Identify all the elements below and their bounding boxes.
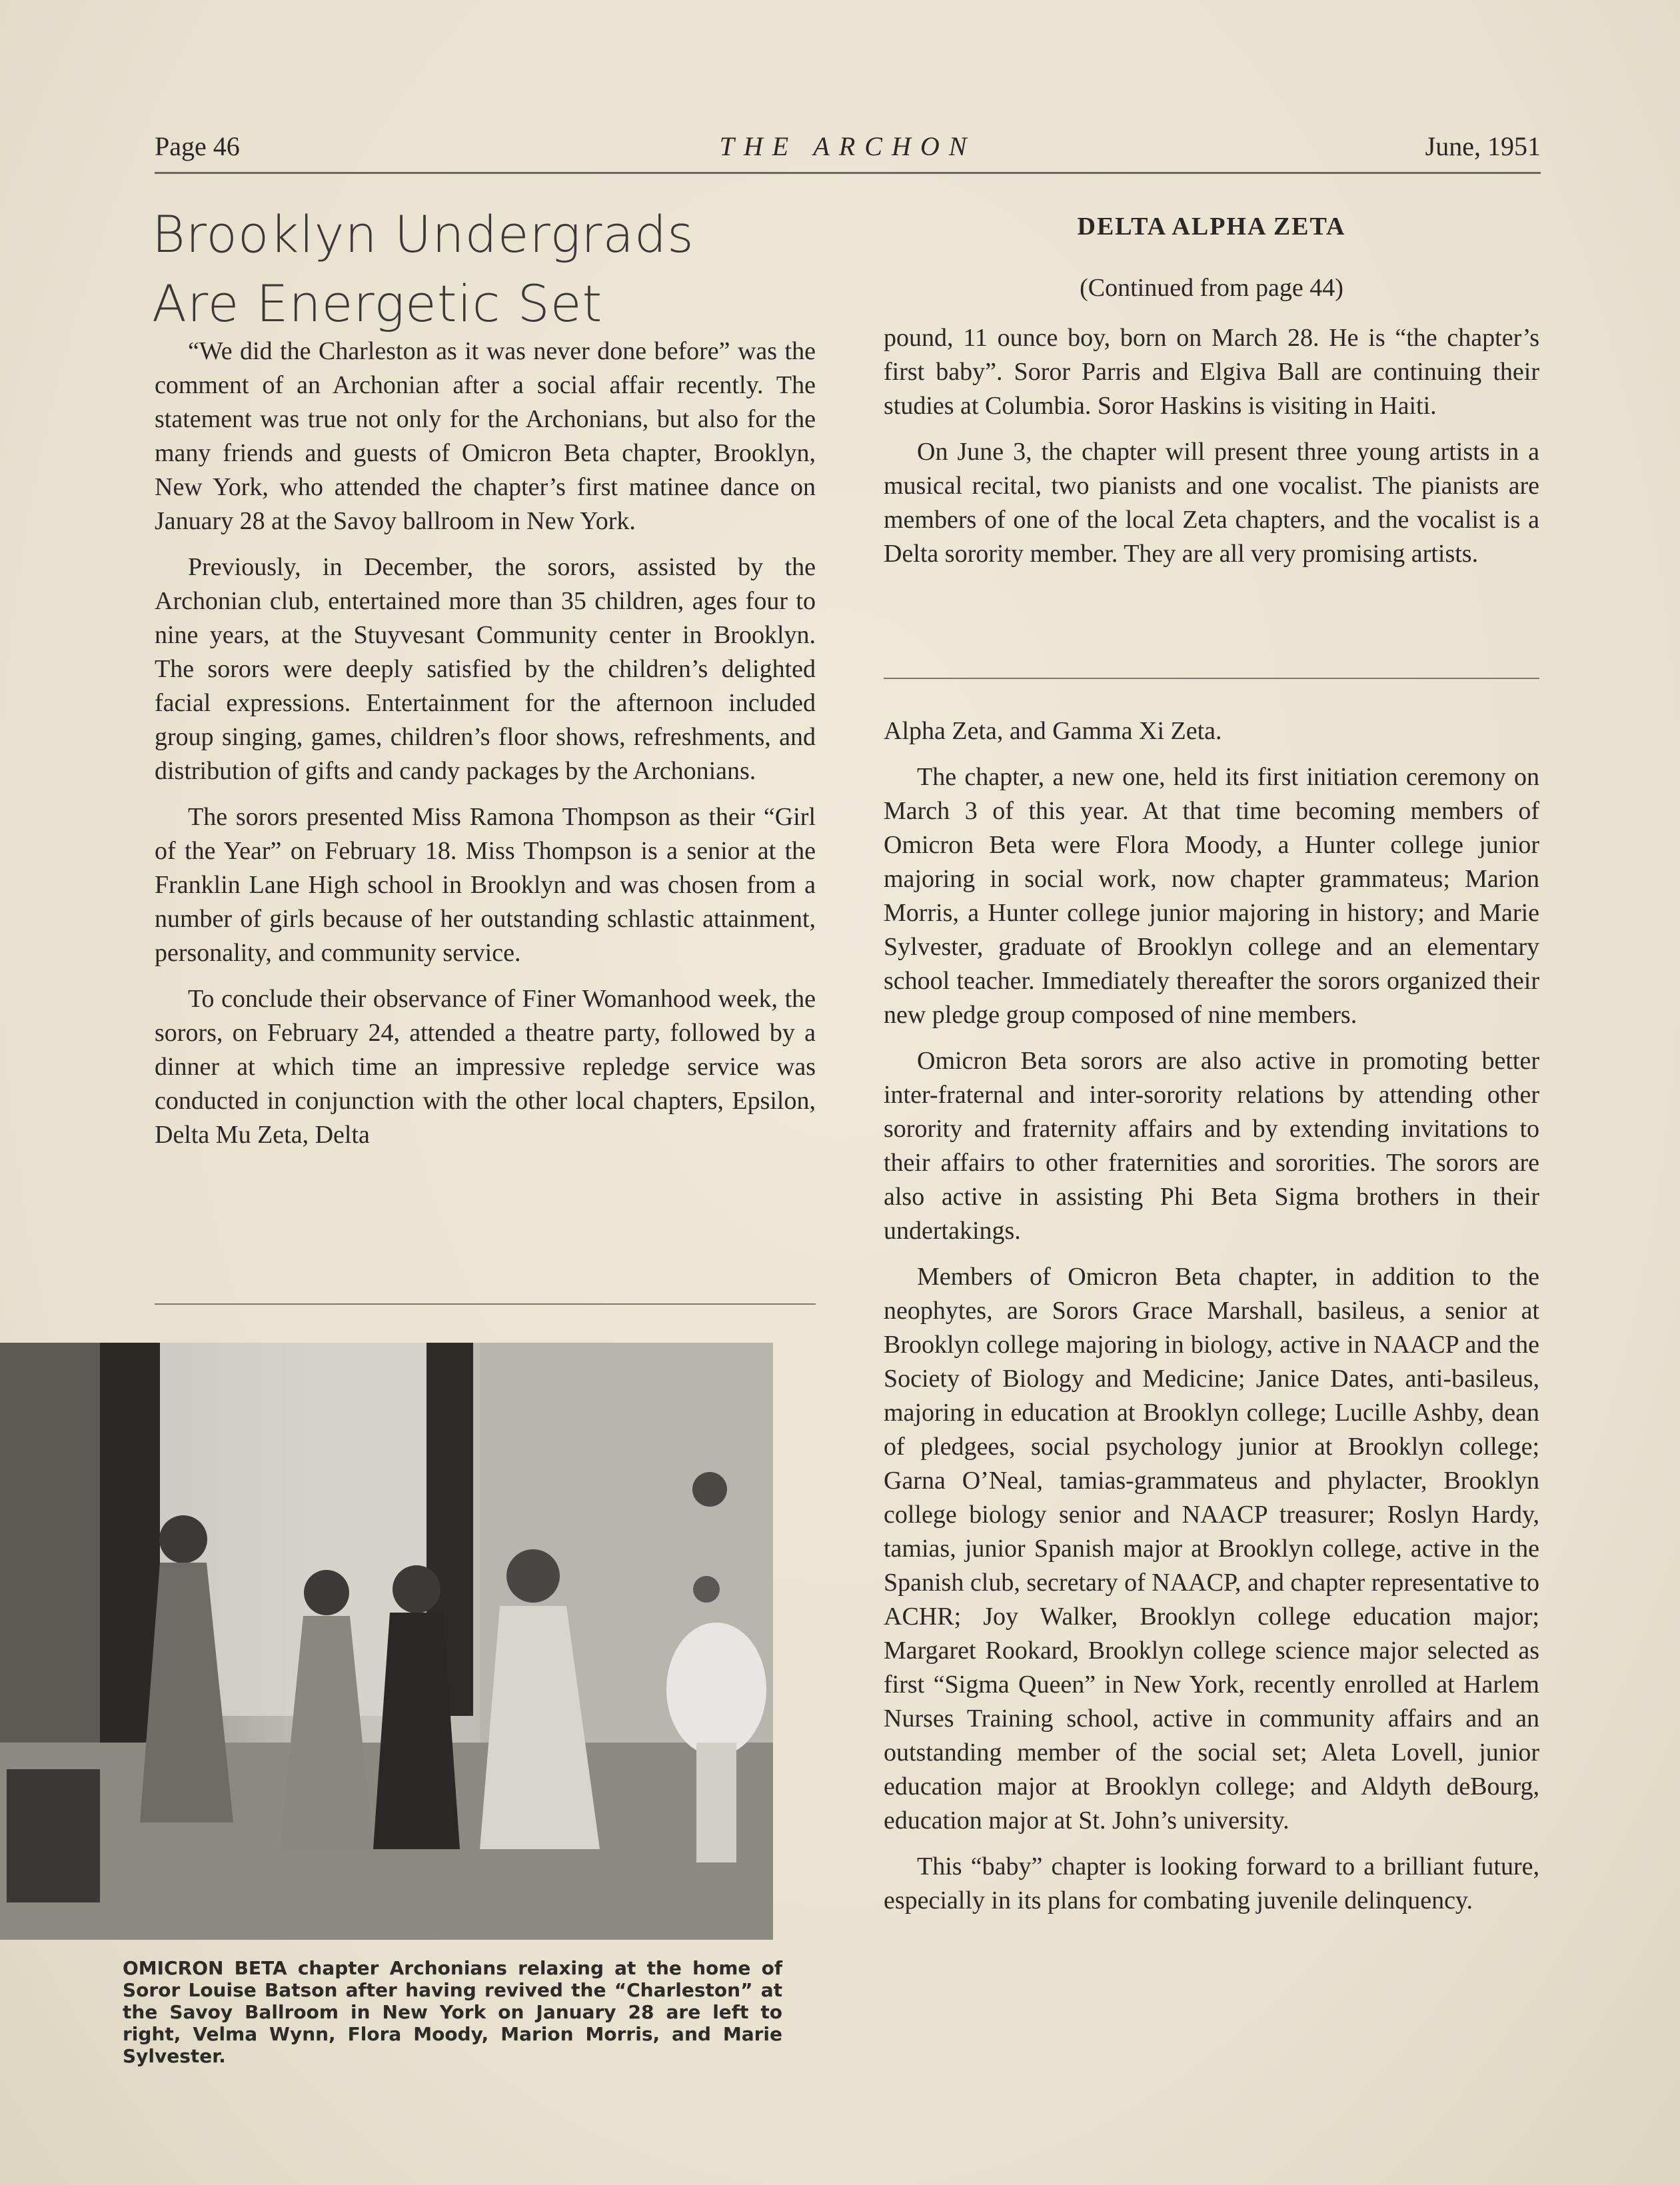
- photo-illustration: [0, 1343, 773, 1940]
- article-column-right: [884, 714, 1539, 1930]
- article-paragraph: pound, 11 ounce boy, born on March 28. He is “the chapter’s first baby”. Soror Parris and Elgiva Ball are continuing their studies at Columbia. Soror Haskins is visiting in Haiti.: [884, 324, 1539, 420]
- section-title: DELTA ALPHA ZETA: [1077, 213, 1346, 241]
- article-paragraph: To conclude their observance of Finer Womanhood week, the sorors, on February 24, attended a theatre party, followed by a dinner at which time an impressive repledge service was conducted in conjunction with the other local chapters, Epsilon, Delta Mu Zeta, Delta: [155, 985, 816, 1149]
- delta-alpha-zeta-column: [884, 321, 1539, 583]
- header-rule: [155, 172, 1541, 174]
- running-head: [155, 131, 1541, 171]
- article-paragraph: This “baby” chapter is looking forward to a brilliant future, especially in its plans for combating juvenile delinquency.: [884, 1852, 1539, 1914]
- article-paragraph: The chapter, a new one, held its first initiation ceremony on March 3 of this year. At that time becoming members of Omicron Beta were Flora Moody, a Hunter college junior majoring in social work, now chapter grammateus; Marion Morris, a Hunter college junior majoring in history; and Marie Sylvester, graduate of Brooklyn college and an elementary school teacher. Immediately thereafter the sorors organized their new pledge group composed of nine members.: [884, 763, 1539, 1029]
- article-paragraph: Alpha Zeta, and Gamma Xi Zeta.: [884, 717, 1222, 745]
- article-paragraph: Previously, in December, the sorors, assisted by the Archonian club, entertained more than 35 children, ages four to nine years, at the Stuyvesant Community center in Brooklyn. The sorors were deeply satisfied by the children’s delighted facial expressions. Entertainment for the afternoon included group singing, games, children’s floor shows, refreshments, and distribution of gifts and candy packages by the Archonians.: [155, 553, 816, 785]
- chapter-photo: [0, 1343, 773, 1940]
- article-paragraph: “We did the Charleston as it was never done before” was the comment of an Archonian after a social affair recently. The statement was true not only for the Archonians, but also for the many friends and guests of Omicron Beta chapter, Brooklyn, New York, who attended the chapter’s first matinee dance on January 28 at the Savoy ballroom in New York.: [155, 337, 816, 535]
- article-paragraph: On June 3, the chapter will present three young artists in a musical recital, two pianists and one vocalist. The pianists are members of one of the local Zeta chapters, and the vocalist is a Delta sorority member. They are all very promising artists.: [884, 438, 1539, 568]
- page-number: Page 46: [155, 131, 240, 161]
- magazine-title: THE ARCHON: [719, 131, 976, 161]
- article-column-left: [155, 335, 816, 1164]
- headline-line: Brooklyn Undergrads: [152, 205, 694, 264]
- article-headline: [152, 200, 818, 339]
- article-paragraph: Members of Omicron Beta chapter, in addition to the neophytes, are Sorors Grace Marshall, basileus, a senior at Brooklyn college majoring in biology, active in NAACP and the Society of Biology and Medicine; Janice Dates, anti-basileus, majoring in education at Brooklyn college; Lucille Ashby, dean of pledgees, social psychology junior at Brooklyn college; Garna O’Neal, tamias-grammateus and phylacter, Brooklyn college biology senior and NAACP treasurer; Roslyn Hardy, tamias, junior Spanish major at Brooklyn college, active in the Spanish club, secretary of NAACP, and chapter representative to ACHR; Joy Walker, Brooklyn college education major; Margaret Rookard, Brooklyn college science major selected as first “Sigma Queen” in New York, recently enrolled at Harlem Nurses Training school, active in community affairs and an outstanding member of the social set; Aleta Lovell, junior education major at Brooklyn college; and Aldyth deBourg, education major at St. John’s university.: [884, 1263, 1539, 1834]
- photo-caption: OMICRON BETA chapter Archonians relaxing at the home of Soror Louise Batson after having revived the “Charleston” at the Savoy Ballroom in New York on January 28 are left to right, Velma Wynn, Flora Moody, Marion Morris, and Marie Sylvester.: [123, 1957, 782, 2067]
- article-paragraph: Omicron Beta sorors are also active in promoting better inter-fraternal and inter-sorority relations by attending other sorority and fraternity affairs and by extending invitations to their affairs to other fraternities and sororities. The sorors are also active in assisting Phi Beta Sigma brothers in their undertakings.: [884, 1047, 1539, 1245]
- continued-note: (Continued from page 44): [1080, 274, 1343, 302]
- section-rule: [884, 678, 1539, 679]
- headline-line: Are Energetic Set: [152, 274, 603, 333]
- column-rule: [155, 1303, 816, 1305]
- issue-date: June, 1951: [1425, 131, 1541, 161]
- article-paragraph: The sorors presented Miss Ramona Thompson as their “Girl of the Year” on February 18. Miss Thompson is a senior at the Franklin Lane High school in Brooklyn and was chosen from a number of girls because of her outstanding schlastic attainment, personality, and community service.: [155, 803, 816, 967]
